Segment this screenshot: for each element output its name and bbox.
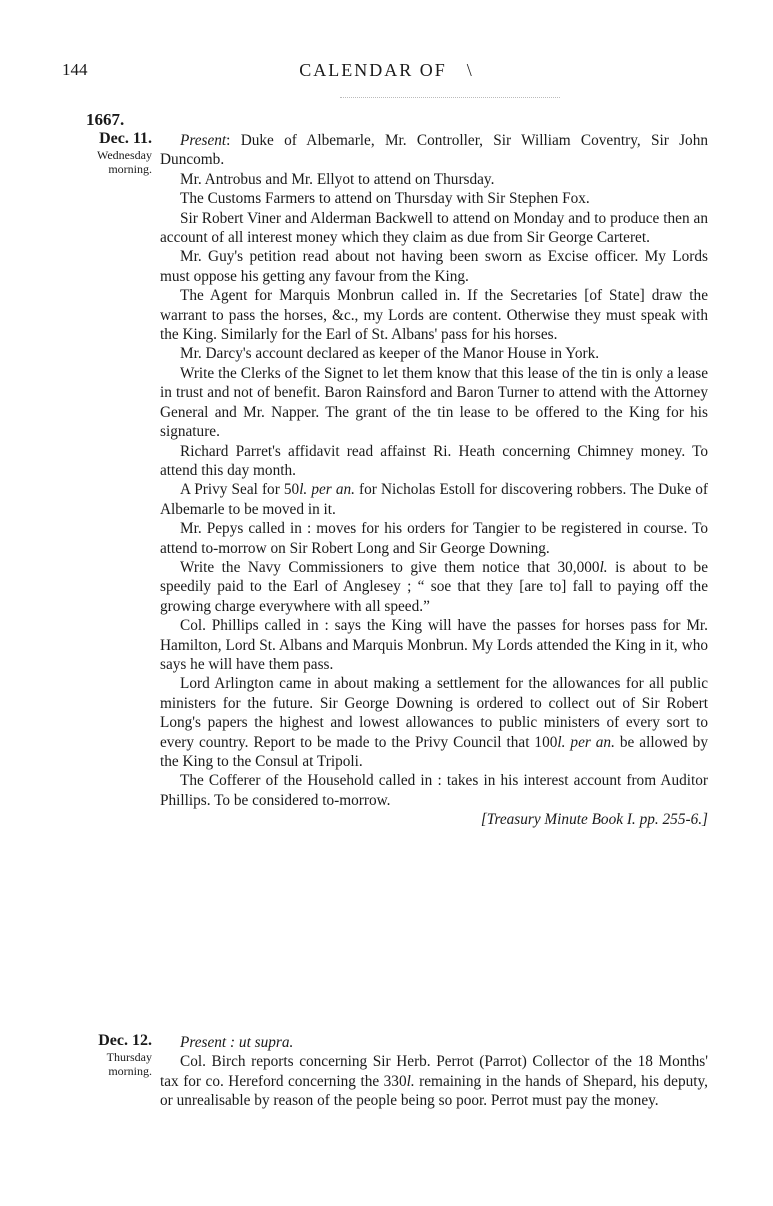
paragraph: Col. Birch reports concerning Sir Herb. Perrot (Parrot) Collector of the 18 Months' tax for co. Hereford concerning the 330l. remaining in the hands of Shepard, his deputy, or unrealisable by reason of the people being so poor. Perrot must pay the money. bbox=[160, 1053, 708, 1110]
page-number: 144 bbox=[62, 60, 88, 79]
present-label: Present bbox=[180, 1034, 227, 1051]
paragraph: Write the Clerks of the Signet to let them know that this lease of the tin is only a lease in trust and not of benefit. Baron Rainsford and Baron Turner to attend with the Attorney General and Mr. Napper. The grant of the tin lease to be offered to the King for his signature. bbox=[160, 364, 708, 441]
present-line bbox=[160, 1033, 708, 1052]
present-line bbox=[160, 131, 708, 170]
paragraph: Mr. Pepys called in : moves for his orders for Tangier to be registered in course. To attend to-morrow on Sir Robert Long and Sir George Downing. bbox=[160, 520, 708, 557]
paragraph: Sir Robert Viner and Alderman Backwell to attend on Monday and to produce then an account of all interest money which they claim as due from Sir George Carteret. bbox=[160, 209, 708, 247]
entry-date-block bbox=[60, 130, 152, 176]
present-text: : ut supra. bbox=[226, 1034, 294, 1051]
title-text: CALENDAR OF bbox=[299, 60, 447, 80]
present-label: Present bbox=[180, 132, 227, 149]
entry-time: morning. bbox=[108, 162, 152, 176]
header-rule bbox=[340, 97, 560, 98]
paragraph: The Customs Farmers to attend on Thursday with Sir Stephen Fox. bbox=[180, 190, 590, 208]
entry-day: Thursday bbox=[106, 1050, 152, 1064]
present-text: : Duke of Albemarle, Mr. Controller, Sir William Coventry, Sir John Duncomb. bbox=[160, 132, 708, 169]
entry-date: Dec. 11. bbox=[99, 130, 152, 147]
paragraph: Mr. Antrobus and Mr. Ellyot to attend on Thursday. bbox=[180, 170, 495, 188]
paragraph: Write the Navy Commissioners to give them notice that 30,000l. is about to be speedily paid to the Earl of Anglesey ; “ soe that they [are to] fall to paying off the growing charge everywhere with all speed.” bbox=[160, 558, 708, 615]
paragraph: Mr. Guy's petition read about not having been sworn as Excise officer. My Lords must oppose his getting any favour from the King. bbox=[160, 248, 708, 285]
paragraph: The Cofferer of the Household called in : takes in his interest account from Auditor Phillips. To be considered to-morrow. bbox=[160, 772, 708, 809]
source-reference: [Treasury Minute Book I. pp. 255-6.] bbox=[480, 811, 708, 829]
entry-day: Wednesday bbox=[96, 148, 152, 162]
year-heading: 1667. bbox=[86, 110, 125, 129]
entry-text bbox=[160, 131, 708, 830]
paragraph: Mr. Darcy's account declared as keeper of the Manor House in York. bbox=[180, 345, 600, 363]
entry-time: morning. bbox=[108, 1064, 152, 1078]
paragraph: Col. Phillips called in : says the King will have the passes for horses pass for Mr. Hamilton, Lord St. Albans and Marquis Monbrun. My Lords attended the King in it, who says he will have them pass. bbox=[160, 617, 708, 673]
paragraph: The Agent for Marquis Monbrun called in. If the Secretaries [of State] draw the warrant to pass the horses, &c., my Lords are content. Otherwise they must speak with the King. Similarly for the Earl of St. Albans' pass for his horses. bbox=[160, 287, 708, 344]
entry-date-block bbox=[60, 1032, 152, 1078]
entry-text bbox=[160, 1033, 708, 1111]
running-title bbox=[0, 60, 773, 81]
paragraph: Richard Parret's affidavit read affainst Ri. Heath concerning Chimney money. To attend this day month. bbox=[160, 442, 708, 479]
paragraph: A Privy Seal for 50l. per an. for Nicholas Estoll for discovering robbers. The Duke of Albemarle to be moved in it. bbox=[160, 481, 708, 518]
entry-date: Dec. 12. bbox=[98, 1032, 152, 1049]
title-mark: \ bbox=[466, 60, 474, 80]
paragraph: Lord Arlington came in about making a settlement for the allowances for all public ministers for the future. Sir George Downing is ordered to collect out of Sir Robert Long's papers the highest and lowest allowances to public ministers of every sort to every country. Report to be made to the Privy Council that 100l. per an. be allowed by the King to the Consul at Tripoli. bbox=[160, 675, 708, 770]
